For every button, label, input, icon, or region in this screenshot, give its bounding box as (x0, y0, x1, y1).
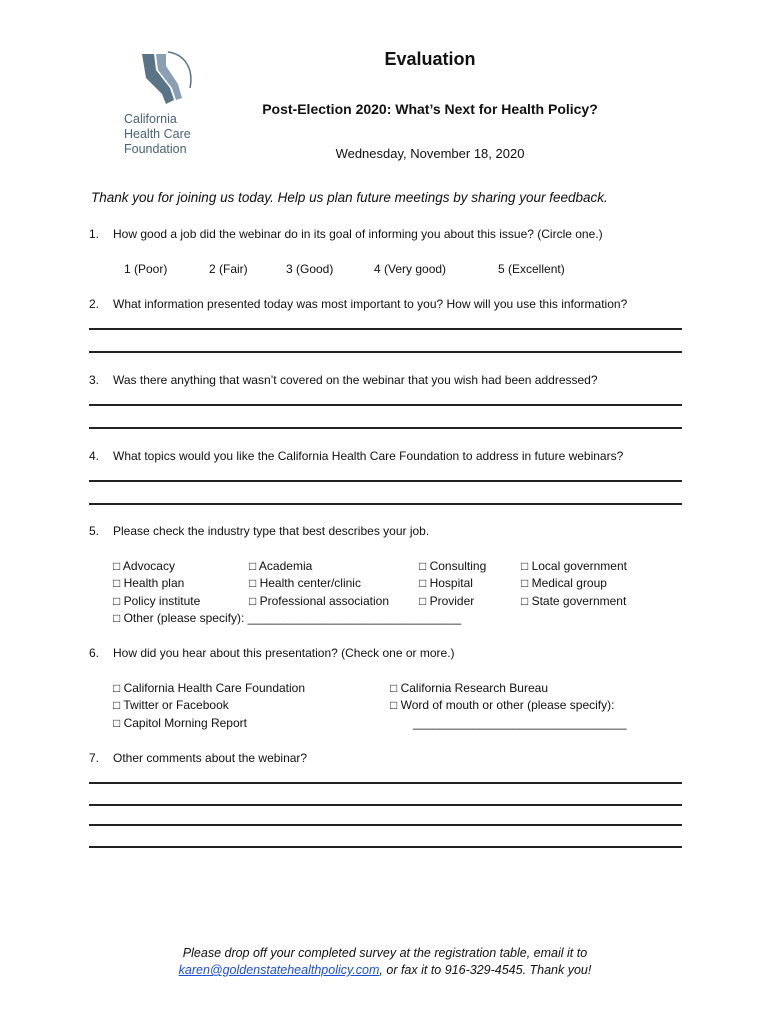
other-specify-line[interactable]: ________________________________ (413, 716, 627, 730)
checkbox-health-plan[interactable]: □ Health plan (113, 576, 185, 590)
question-number: 5. (89, 524, 100, 538)
checkbox-academia[interactable]: □ Academia (249, 559, 313, 573)
checkbox-chcf[interactable]: □ California Health Care Foundation (113, 681, 306, 695)
rating-excellent[interactable]: 5 (Excellent) (498, 262, 565, 276)
answer-line[interactable] (89, 782, 682, 784)
footer-line-1: Please drop off your completed survey at the registration table, email it to (182, 946, 588, 960)
question-text: Please check the industry type that best describes your job. (113, 524, 430, 538)
question-text: What information presented today was most important to you? How will you use this information? (113, 297, 628, 311)
checkbox-other[interactable]: □ Other (please specify): ________________________________ (113, 611, 462, 625)
question-number: 7. (89, 751, 100, 765)
checkbox-policy-institute[interactable]: □ Policy institute (113, 594, 201, 608)
answer-line[interactable] (89, 846, 682, 848)
checkbox-california-research-bureau[interactable]: □ California Research Bureau (390, 681, 548, 695)
question-text: How good a job did the webinar do in its goal of informing you about this issue? (Circle one.) (113, 227, 603, 241)
question-number: 6. (89, 646, 100, 660)
intro-text: Thank you for joining us today. Help us plan future meetings by sharing your feedback. (91, 190, 608, 205)
event-date: Wednesday, November 18, 2020 (335, 146, 525, 161)
page-subtitle: Post-Election 2020: What’s Next for Health Policy? (262, 101, 598, 117)
checkbox-local-government[interactable]: □ Local government (521, 559, 627, 573)
checkbox-consulting[interactable]: □ Consulting (419, 559, 487, 573)
answer-line[interactable] (89, 328, 682, 330)
checkbox-health-center[interactable]: □ Health center/clinic (249, 576, 361, 590)
question-text: Other comments about the webinar? (113, 751, 308, 765)
question-text: What topics would you like the California Health Care Foundation to address in future webinars? (113, 449, 624, 463)
answer-line[interactable] (89, 804, 682, 806)
logo-line-3: Foundation (124, 142, 187, 156)
answer-line[interactable] (89, 427, 682, 429)
question-2 (89, 297, 627, 311)
answer-line[interactable] (89, 404, 682, 406)
rating-poor[interactable]: 1 (Poor) (124, 262, 168, 276)
logo-line-2: Health Care (124, 127, 191, 141)
checkbox-capitol-morning-report[interactable]: □ Capitol Morning Report (113, 716, 247, 730)
checkbox-twitter-facebook[interactable]: □ Twitter or Facebook (113, 698, 229, 712)
rating-very-good[interactable]: 4 (Very good) (374, 262, 447, 276)
question-number: 4. (89, 449, 100, 463)
checkbox-professional-association[interactable]: □ Professional association (249, 594, 389, 608)
question-text: Was there anything that wasn’t covered on the webinar that you wish had been addressed? (113, 373, 598, 387)
footer-fax-text: , or fax it to 916-329-4545. Thank you! (379, 963, 592, 977)
checkbox-provider[interactable]: □ Provider (419, 594, 475, 608)
page-title: Evaluation (384, 49, 476, 69)
question-number: 2. (89, 297, 100, 311)
rating-good[interactable]: 3 (Good) (286, 262, 334, 276)
checkbox-medical-group[interactable]: □ Medical group (521, 576, 607, 590)
footer-line-2 (0, 962, 770, 979)
checkbox-hospital[interactable]: □ Hospital (419, 576, 473, 590)
question-text: How did you hear about this presentation? (Check one or more.) (113, 646, 455, 660)
question-7 (89, 751, 307, 765)
answer-line[interactable] (89, 824, 682, 826)
question-1 (89, 227, 603, 241)
answer-line[interactable] (89, 351, 682, 353)
question-3 (89, 373, 598, 387)
checkbox-word-of-mouth[interactable]: □ Word of mouth or other (please specify): (390, 698, 615, 712)
answer-line[interactable] (89, 480, 682, 482)
question-5 (89, 524, 429, 538)
rating-fair[interactable]: 2 (Fair) (209, 262, 248, 276)
email-link[interactable]: karen@goldenstatehealthpolicy.com (178, 963, 380, 977)
question-number: 1. (89, 227, 100, 241)
question-4 (89, 449, 623, 463)
answer-line[interactable] (89, 503, 682, 505)
question-number: 3. (89, 373, 100, 387)
checkbox-advocacy[interactable]: □ Advocacy (113, 559, 175, 573)
checkbox-state-government[interactable]: □ State government (521, 594, 627, 608)
logo-line-1: California (124, 112, 177, 126)
question-6 (89, 646, 455, 660)
footer-note (0, 945, 770, 979)
